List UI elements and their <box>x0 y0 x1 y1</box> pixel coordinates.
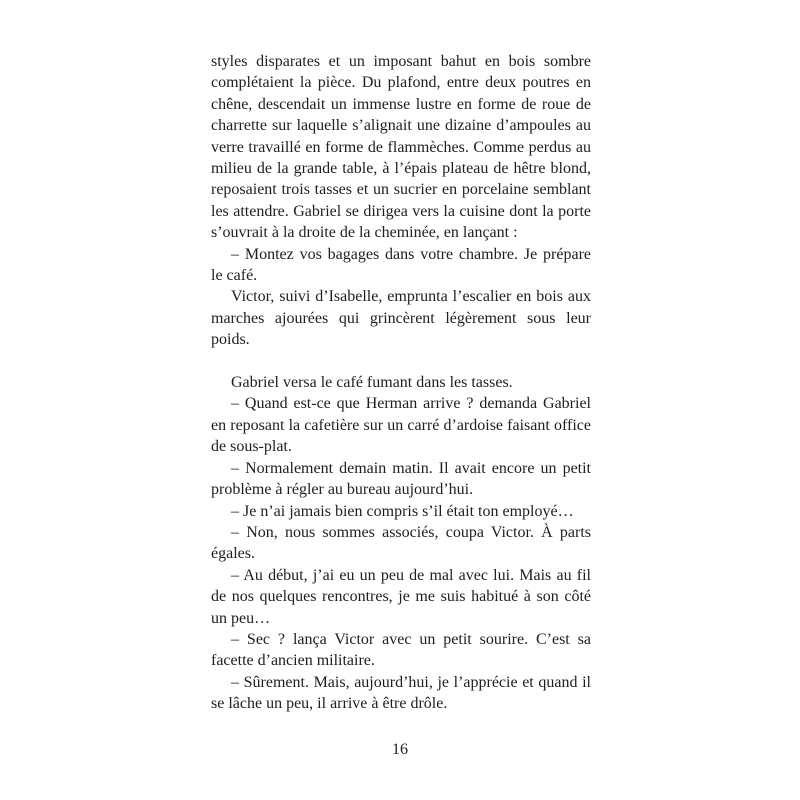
page-number: 16 <box>392 741 408 758</box>
paragraph: – Sec ? lança Victor avec un petit sourire. C’est sa facette d’ancien militaire. <box>211 630 591 670</box>
paragraph: Victor, suivi d’Isabelle, emprunta l’escalier en bois aux marches ajourées qui grincèrent légèrement sous leur poids. <box>211 288 591 349</box>
paragraph: – Normalement demain matin. Il avait encore un petit problème à régler au bureau aujourd’hui. <box>211 459 591 499</box>
paragraph: Gabriel versa le café fumant dans les tasses. <box>231 374 513 392</box>
paragraph: styles disparates et un imposant bahut en bois sombre complétaient la pièce. Du plafond, entre deux poutres en chêne, descendait un immense lustre en forme de roue de charrette sur laquelle s’alignait une dizaine d’ampoules au verre travaillé en forme de flammèches. Comme perdus au milieu de la grande table, à l’épais plateau de hêtre blond, reposaient trois tasses et un sucrier en porcelaine semblant les attendre. Gabriel se dirigea vers la cuisine dont la porte s’ouvrait à la droite de la cheminée, en lançant : <box>211 53 591 242</box>
page-body <box>211 51 591 715</box>
paragraph: – Au début, j’ai eu un peu de mal avec lui. Mais au fil de nos quelques rencontres, je me suis habitué à son côté un peu… <box>211 566 591 627</box>
paragraph: – Non, nous sommes associés, coupa Victor. À parts égales. <box>211 523 591 563</box>
paragraph: – Je n’ai jamais bien compris s’il était ton employé… <box>231 502 574 520</box>
paragraph: – Sûrement. Mais, aujourd’hui, je l’apprécie et quand il se lâche un peu, il arrive à être drôle. <box>211 673 591 713</box>
paragraph: – Montez vos bagages dans votre chambre. Je prépare le café. <box>211 245 591 285</box>
section-break <box>211 351 591 372</box>
paragraph: – Quand est-ce que Herman arrive ? demanda Gabriel en reposant la cafetière sur un carré d’ardoise faisant office de sous-plat. <box>211 395 591 456</box>
